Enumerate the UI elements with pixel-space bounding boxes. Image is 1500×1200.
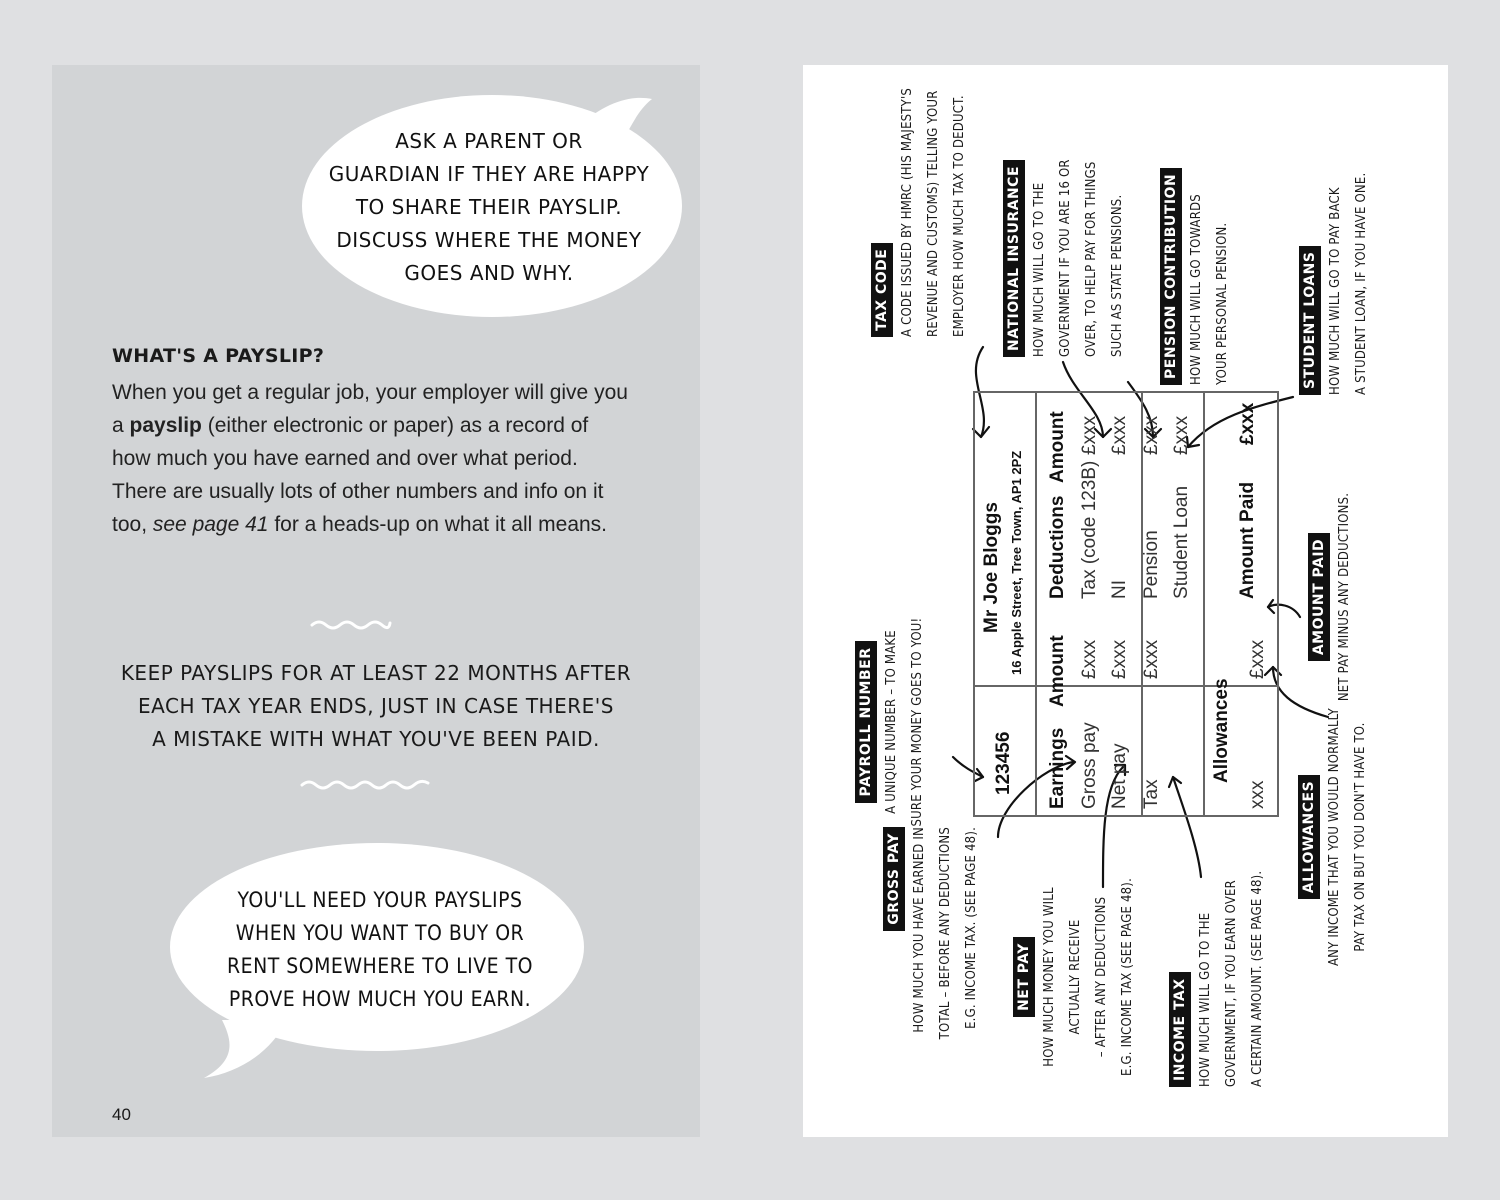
- earnings-header: Earnings: [1047, 727, 1068, 809]
- allowances-amount: £xxx: [1247, 639, 1268, 679]
- pension-contribution-desc: [1184, 85, 1236, 385]
- amount-paid-value: £xxx: [1237, 402, 1258, 445]
- section-body: [112, 376, 632, 541]
- payslip: [973, 391, 1279, 817]
- desc-line: E.G. INCOME TAX. (SEE PAGE 48).: [964, 827, 979, 1029]
- payroll-number-desc: [879, 607, 931, 837]
- desc-line: HOW MUCH YOU HAVE EARNED IN: [912, 827, 927, 1033]
- tag-student-loans: STUDENT LOANS: [1299, 246, 1321, 395]
- desc-line: E.G. INCOME TAX (SEE PAGE 48).: [1120, 878, 1135, 1077]
- divider: [1035, 393, 1037, 815]
- bubble-line: GOES AND WHY.: [404, 261, 574, 285]
- earnings-row-amount: £xxx: [1079, 639, 1100, 679]
- allowances-header: Allowances: [1211, 678, 1232, 783]
- bottom-bubble-text: [190, 884, 570, 1016]
- income-tax-desc: [1193, 847, 1271, 1087]
- tag-income-tax: INCOME TAX: [1169, 972, 1191, 1087]
- desc-line: A UNIQUE NUMBER – TO MAKE: [884, 630, 899, 814]
- annotation-net-pay: [1013, 867, 1141, 1087]
- gross-pay-desc: [907, 827, 985, 1077]
- section-heading: WHAT'S A PAYSLIP?: [112, 345, 325, 367]
- desc-line: GOVERNMENT IF YOU ARE 16 OR: [1058, 159, 1073, 357]
- desc-line: YOUR PERSONAL PENSION.: [1215, 222, 1230, 385]
- bubble-line: TO SHARE THEIR PAYSLIP.: [355, 195, 623, 219]
- tag-pension-contribution: PENSION CONTRIBUTION: [1160, 168, 1182, 385]
- tax-code-desc: [895, 67, 973, 337]
- student-loans-desc: [1323, 95, 1375, 395]
- bubble-line: RENT SOMEWHERE TO LIVE TO: [227, 954, 533, 978]
- body-text: (either electronic or paper) as a record of how much you have earned and over what period. There are usually lots of other numbers and info on it too,: [112, 414, 604, 536]
- deductions-amount-header: Amount: [1047, 411, 1068, 483]
- right-page: [803, 65, 1448, 1137]
- desc-line: GOVERNMENT, IF YOU EARN OVER: [1224, 880, 1239, 1087]
- desc-line: A CERTAIN AMOUNT. (SEE PAGE 48).: [1250, 870, 1265, 1087]
- desc-line: A CODE ISSUED BY HMRC (HIS MAJESTY'S: [900, 87, 915, 337]
- tag-national-insurance: NATIONAL INSURANCE: [1003, 160, 1025, 357]
- desc-line: NET PAY MINUS ANY DEDUCTIONS.: [1337, 492, 1352, 702]
- tip-line: KEEP PAYSLIPS FOR AT LEAST 22 MONTHS AFTER: [120, 661, 632, 685]
- annotation-national-insurance: [1003, 67, 1131, 357]
- allowances-label: xxx: [1247, 780, 1268, 809]
- deductions-row-amount: £xxx: [1109, 415, 1130, 455]
- annotation-income-tax: [1169, 847, 1271, 1087]
- net-pay-desc: [1037, 867, 1141, 1087]
- page-reference: see page 41: [152, 513, 269, 536]
- body-text: When you get a regular job, your employer will give you a: [112, 381, 628, 437]
- tip-text: [72, 657, 680, 756]
- tag-allowances: ALLOWANCES: [1298, 775, 1320, 899]
- body-bold-text: payslip: [129, 414, 202, 437]
- desc-line: HOW MUCH WILL GO TO THE: [1032, 182, 1047, 357]
- bubble-line: ASK A PARENT OR: [395, 129, 583, 153]
- page-number: 40: [112, 1105, 131, 1124]
- desc-line: HOW MUCH WILL GO TOWARDS: [1189, 194, 1204, 385]
- desc-line: SURE YOUR MONEY GOES TO YOU!: [910, 617, 925, 827]
- divider: [975, 685, 1279, 687]
- top-bubble-text: [314, 125, 664, 290]
- earnings-row-amount: £xxx: [1109, 639, 1130, 679]
- earnings-row-label: Net pay: [1109, 743, 1130, 809]
- desc-line: HOW MUCH WILL GO TO PAY BACK: [1328, 187, 1343, 395]
- employee-address: 16 Apple Street, Tree Town, AP1 2PZ: [1009, 450, 1024, 675]
- employee-name: Mr Joe Bloggs: [981, 502, 1002, 633]
- deductions-row-label: Pension: [1141, 530, 1162, 599]
- annotation-payroll-number: [855, 607, 931, 837]
- bubble-line: GUARDIAN IF THEY ARE HAPPY: [328, 162, 650, 186]
- tag-tax-code: TAX CODE: [871, 243, 893, 337]
- desc-line: HOW MUCH WILL GO TO THE: [1198, 912, 1213, 1087]
- rotated-diagram: [803, 65, 1448, 1137]
- deductions-row-label: NI: [1109, 580, 1130, 599]
- desc-line: ACTUALLY RECEIVE: [1068, 919, 1083, 1035]
- tip-line: A MISTAKE WITH WHAT YOU'VE BEEN PAID.: [152, 727, 600, 751]
- tag-net-pay: NET PAY: [1013, 937, 1035, 1017]
- body-text: for a heads-up on what it all means.: [268, 513, 608, 536]
- payroll-number-value: 123456: [993, 731, 1014, 795]
- desc-line: OVER, TO HELP PAY FOR THINGS: [1084, 161, 1099, 357]
- amount-paid-desc: [1332, 487, 1358, 707]
- bubble-line: DISCUSS WHERE THE MONEY: [336, 228, 642, 252]
- desc-line: EMPLOYER HOW MUCH TAX TO DEDUCT.: [952, 95, 967, 337]
- desc-line: REVENUE AND CUSTOMS) TELLING YOUR: [926, 90, 941, 337]
- desc-line: HOW MUCH MONEY YOU WILL: [1042, 887, 1057, 1067]
- annotation-amount-paid: [1308, 487, 1358, 707]
- annotation-student-loans: [1299, 95, 1375, 395]
- annotation-allowances: [1298, 677, 1374, 997]
- deductions-row-label: Student Loan: [1171, 485, 1192, 599]
- tag-amount-paid: AMOUNT PAID: [1308, 533, 1330, 661]
- deductions-row-amount: £xxx: [1079, 415, 1100, 455]
- desc-line: TOTAL – BEFORE ANY DEDUCTIONS: [938, 827, 953, 1040]
- annotation-gross-pay: [883, 827, 985, 1077]
- tag-payroll-number: PAYROLL NUMBER: [855, 641, 877, 802]
- annotation-pension-contribution: [1160, 85, 1236, 385]
- wave-divider: [300, 777, 432, 793]
- annotation-tax-code: [871, 67, 973, 337]
- divider: [1203, 393, 1205, 815]
- national-insurance-desc: [1027, 67, 1131, 357]
- desc-line: ANY INCOME THAT YOU WOULD NORMALLY: [1327, 707, 1342, 967]
- deductions-row-amount: £xxx: [1171, 415, 1192, 455]
- left-page: [52, 65, 700, 1137]
- deductions-row-label: Tax (code 123B): [1079, 460, 1100, 599]
- earnings-row-amount: £xxx: [1141, 639, 1162, 679]
- bubble-line: WHEN YOU WANT TO BUY OR: [235, 921, 525, 945]
- earnings-amount-header: Amount: [1047, 635, 1068, 707]
- tag-gross-pay: GROSS PAY: [883, 827, 905, 931]
- desc-line: A STUDENT LOAN, IF YOU HAVE ONE.: [1354, 172, 1369, 395]
- desc-line: – AFTER ANY DEDUCTIONS: [1094, 896, 1109, 1058]
- amount-paid-label: Amount Paid: [1237, 481, 1258, 599]
- bubble-line: PROVE HOW MUCH YOU EARN.: [228, 987, 532, 1011]
- divider: [1141, 393, 1143, 815]
- earnings-row-label: Tax: [1141, 779, 1162, 809]
- desc-line: PAY TAX ON BUT YOU DON'T HAVE TO.: [1353, 722, 1368, 952]
- bubble-line: YOU'LL NEED YOUR PAYSLIPS: [237, 888, 523, 912]
- wave-divider: [310, 617, 392, 633]
- desc-line: SUCH AS STATE PENSIONS.: [1110, 194, 1125, 357]
- tip-line: EACH TAX YEAR ENDS, JUST IN CASE THERE'S: [138, 694, 614, 718]
- deductions-row-amount: £xxx: [1141, 415, 1162, 455]
- earnings-row-label: Gross pay: [1079, 722, 1100, 809]
- deductions-header: Deductions: [1047, 495, 1068, 599]
- allowances-desc: [1322, 677, 1374, 997]
